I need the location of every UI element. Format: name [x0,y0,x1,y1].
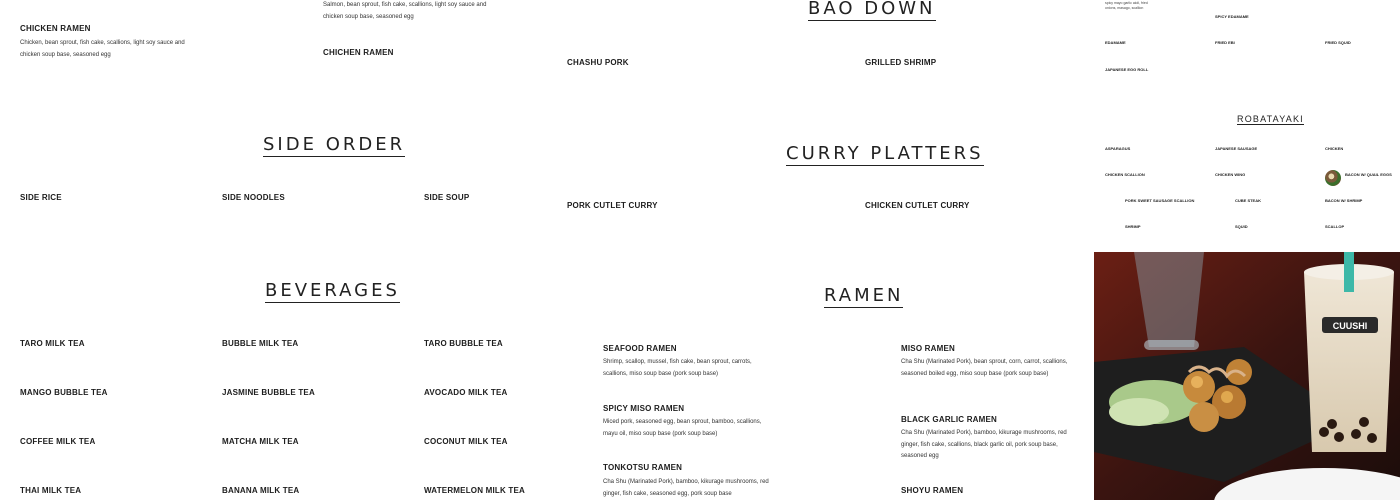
ramen-item-miso-title: MISO RAMEN [901,344,955,353]
robata-item: BACON W/ SHRIMP [1325,198,1363,203]
appetizer-item: JAPANESE EGG ROLL [1105,67,1149,72]
robatayaki-heading: ROBATAYAKI [1237,114,1304,124]
beverage-item: JASMINE BUBBLE TEA [222,388,315,397]
beverage-item: THAI MILK TEA [20,486,82,495]
salmon-ramen-desc: Salmon, bean sprout, fish cake, scallions, light soy sauce and chicken soup base, seasoned egg [323,2,487,20]
robata-item: BACON W/ QUAIL EGGS [1345,172,1392,177]
ramen-heading: RAMEN [824,285,904,306]
robata-item: PORK SWEET SAUSAGE SCALLION [1125,198,1195,203]
appetizer-item: FRIED SQUID [1325,40,1351,45]
side-item-rice: SIDE RICE [20,193,62,202]
beverage-item: COFFEE MILK TEA [20,437,96,446]
robata-item: CHICKEN [1325,146,1344,151]
robata-item: SHRIMP [1125,224,1141,229]
beverage-item: TARO BUBBLE TEA [424,339,503,348]
ramen-item-seafood-title: SEAFOOD RAMEN [603,344,677,353]
side-item-soup: SIDE SOUP [424,193,470,202]
curry-item-chicken-cutlet: CHICKEN CUTLET CURRY [865,201,970,210]
robata-item: SQUID [1235,224,1248,229]
ramen-item-tonkotsu-title: TONKOTSU RAMEN [603,463,683,472]
side-item-noodles: SIDE NOODLES [222,193,285,202]
beverage-item: BANANA MILK TEA [222,486,300,495]
bao-item-grilled-shrimp: GRILLED SHRIMP [865,58,937,67]
bacon-quail-eggs-photo [1325,170,1341,186]
beverages-heading: BEVERAGES [265,280,400,301]
beverage-item: TARO MILK TEA [20,339,85,348]
ramen-item-miso-desc: Cha Shu (Marinated Pork), bean sprout, corn, carrot, scallions, seasoned boiled egg, miso soup base (pork soup base) [901,359,1068,377]
ramen-item-black-garlic-desc: Cha Shu (Marinated Pork), bamboo, kikurage mushrooms, red ginger, fish cake, scallions, black garlic oil, pork soup base, seasoned egg [901,430,1067,459]
curry-platters-heading: CURRY PLATTERS [786,143,984,164]
appetizer-item: SPICY EDAMAME [1215,14,1249,19]
robata-item: CHICKEN WING [1215,172,1246,177]
beverage-item: WATERMELON MILK TEA [424,486,525,495]
chicken-ramen-desc: Chicken, bean sprout, fish cake, scallions, light soy sauce and chicken soup base, seasoned egg [20,40,185,58]
beverage-item: BUBBLE MILK TEA [222,339,299,348]
cup-brand-text: CUUSHI [1332,321,1368,331]
robata-item: ASPARAGUS [1105,146,1131,151]
appetizer-item: FRIED EBI [1215,40,1235,45]
robata-item: SCALLOP [1325,224,1345,229]
ramen-item-spicy-miso-title: SPICY MISO RAMEN [603,404,685,413]
bao-down-heading: BAO DOWN [808,0,936,19]
beverage-item: AVOCADO MILK TEA [424,388,508,397]
ramen-item-shoyu-title: SHOYU RAMEN [901,486,964,495]
beverage-item: MANGO BUBBLE TEA [20,388,108,397]
ramen-item-spicy-miso-desc: Miced pork, seasoned egg, bean sprout, bamboo, scallions, mayu oil, miso soup base (pork soup base) [603,419,762,437]
robata-item: JAPANESE SAUSAGE [1215,146,1258,151]
chichen-ramen-title: CHICHEN RAMEN [323,48,394,57]
beverage-item: COCONUT MILK TEA [424,437,508,446]
robata-item: CUBE STEAK [1235,198,1262,203]
ramen-item-tonkotsu-desc: Cha Shu (Marinated Pork), bamboo, kikurage mushrooms, red ginger, fish cake, seasoned egg, pork soup base [603,479,769,497]
curry-item-pork-cutlet: PORK CUTLET CURRY [567,201,658,210]
food-photo [1094,252,1400,500]
ramen-item-black-garlic-title: BLACK GARLIC RAMEN [901,415,998,424]
appetizer-item: EDAMAME [1105,40,1126,45]
side-order-heading: SIDE ORDER [263,134,406,155]
bao-item-chashu: CHASHU PORK [567,58,629,67]
beverage-item: MATCHA MILK TEA [222,437,299,446]
robata-item: CHICKEN SCALLION [1105,172,1145,177]
chicken-ramen-title: CHICKEN RAMEN [20,24,91,33]
appetizer-desc: spicy mayo garlic aioli, fried onions, masago, scallion [1105,1,1148,10]
ramen-item-seafood-desc: Shrimp, scallop, mussel, fish cake, bean sprout, carrots, scallions, miso soup base (pork soup base) [603,359,752,377]
